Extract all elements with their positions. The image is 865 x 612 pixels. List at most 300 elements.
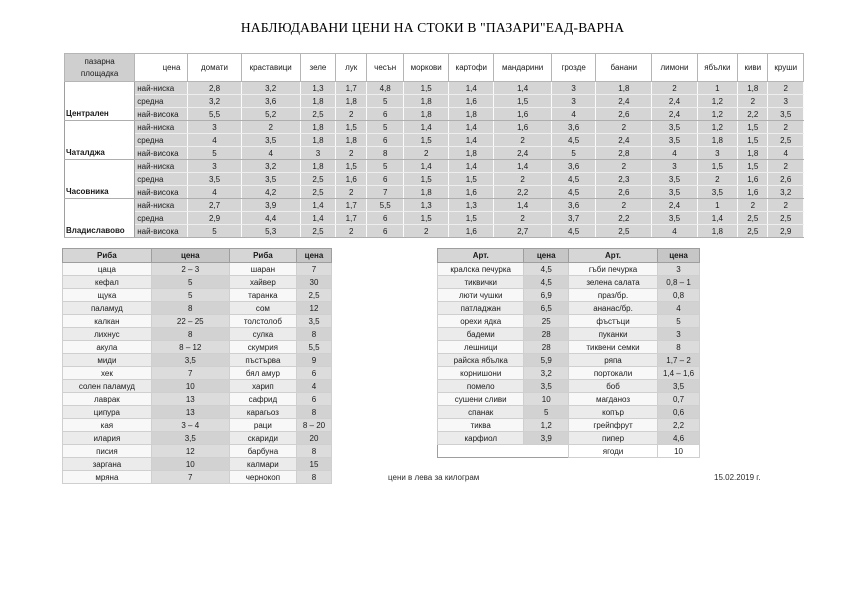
art-price-cell: 2,2 (658, 419, 700, 432)
fish-name-cell: скариди (229, 432, 296, 445)
price-cell: 2,6 (596, 186, 652, 199)
product-header: лимони (652, 54, 697, 82)
art-price-cell: 0,6 (658, 406, 700, 419)
price-cell: 2,5 (596, 225, 652, 238)
price-cell: 2,5 (300, 186, 335, 199)
fish-row (63, 432, 332, 445)
art-name-cell: райска ябълка (438, 354, 524, 367)
fish-price-cell: 20 (297, 432, 332, 445)
price-cell: 1,8 (596, 82, 652, 95)
price-cell: 1,3 (449, 199, 494, 212)
price-cell: 2,5 (738, 225, 768, 238)
price-cell: 2 (336, 225, 367, 238)
fish-price-cell: 3,5 (297, 315, 332, 328)
price-cell: 1,8 (336, 95, 367, 108)
fish-table (62, 248, 332, 484)
price-cell: 2,5 (300, 225, 335, 238)
price-cell: 4,5 (551, 225, 595, 238)
art-name-header: Арт. (568, 249, 657, 263)
fish-name-cell: писия (63, 445, 152, 458)
fish-name-cell: калмари (229, 458, 296, 471)
art-name-cell: гъби печурка (568, 263, 657, 276)
fish-name-cell: раци (229, 419, 296, 432)
fish-price-cell: 4 (297, 380, 332, 393)
price-cell: 2,5 (300, 173, 335, 186)
art-name-cell: спанак (438, 406, 524, 419)
market-name-cell (65, 212, 135, 225)
price-cell: 2,9 (188, 212, 241, 225)
price-cell: 1,8 (300, 134, 335, 147)
fish-price-cell: 7 (151, 471, 229, 484)
price-cell: 1,5 (738, 160, 768, 173)
art-row (438, 302, 700, 315)
fish-price-cell: 8 (151, 302, 229, 315)
price-level-cell: средна (135, 212, 188, 225)
price-cell: 2 (494, 173, 552, 186)
product-header: грозде (551, 54, 595, 82)
art-row (438, 289, 700, 302)
price-cell: 1,8 (697, 134, 738, 147)
fish-name-cell: лаврак (63, 393, 152, 406)
art-name-cell: тиквени семки (568, 341, 657, 354)
art-price-cell: 3,5 (658, 380, 700, 393)
fish-row (63, 367, 332, 380)
price-cell: 2,2 (738, 108, 768, 121)
fish-name-cell: цаца (63, 263, 152, 276)
price-cell: 3,6 (551, 199, 595, 212)
price-row (65, 121, 804, 134)
price-cell: 3 (768, 95, 804, 108)
price-cell: 2,5 (300, 108, 335, 121)
price-cell: 5 (188, 147, 241, 160)
fish-price-cell: 8 (297, 471, 332, 484)
fish-name-cell: скумрия (229, 341, 296, 354)
price-cell: 3 (697, 147, 738, 160)
fish-price-cell: 3 – 4 (151, 419, 229, 432)
price-cell: 1,8 (449, 147, 494, 160)
art-price-cell: 3 (658, 328, 700, 341)
price-cell: 1,4 (404, 121, 449, 134)
art-name-cell: грейпфрут (568, 419, 657, 432)
fish-price-cell: 10 (151, 380, 229, 393)
price-cell: 3,5 (697, 186, 738, 199)
price-cell: 3,5 (652, 121, 697, 134)
price-cell: 6 (367, 173, 404, 186)
fish-name-cell: солен паламуд (63, 380, 152, 393)
price-cell: 2 (596, 160, 652, 173)
fish-row (63, 419, 332, 432)
market-name-cell (65, 199, 135, 212)
price-cell: 7 (367, 186, 404, 199)
fish-price-cell: 8 (297, 328, 332, 341)
price-cell: 1,4 (300, 212, 335, 225)
price-cell: 4 (188, 186, 241, 199)
art-price-cell: 1,2 (524, 419, 569, 432)
price-row (65, 212, 804, 225)
art-price-cell: 25 (524, 315, 569, 328)
price-cell: 1,4 (494, 82, 552, 95)
market-name-cell (65, 95, 135, 108)
art-name-cell: кралска печурка (438, 263, 524, 276)
fish-price-cell: 7 (297, 263, 332, 276)
fish-name-cell: толстолоб (229, 315, 296, 328)
fish-name-cell: калкан (63, 315, 152, 328)
fish-name-cell: сом (229, 302, 296, 315)
fish-price-cell: 22 – 25 (151, 315, 229, 328)
price-cell: 1,8 (738, 82, 768, 95)
price-cell: 1,4 (697, 212, 738, 225)
price-row (65, 134, 804, 147)
price-cell: 1,8 (697, 225, 738, 238)
price-cell: 2,5 (768, 134, 804, 147)
price-cell: 5,5 (367, 199, 404, 212)
price-cell: 2,4 (596, 95, 652, 108)
price-cell: 5 (188, 225, 241, 238)
price-cell: 1,6 (449, 225, 494, 238)
art-name-cell: пипер (568, 432, 657, 445)
price-cell: 1,4 (449, 82, 494, 95)
price-cell: 2 (596, 121, 652, 134)
price-cell: 2,3 (596, 173, 652, 186)
price-cell: 1,5 (494, 95, 552, 108)
price-level-cell: средна (135, 95, 188, 108)
art-price-cell: 0,7 (658, 393, 700, 406)
fish-row (63, 302, 332, 315)
art-price-cell: 28 (524, 328, 569, 341)
fish-price-cell: 7 (151, 367, 229, 380)
fish-name-cell: хек (63, 367, 152, 380)
fish-name-cell: хайвер (229, 276, 296, 289)
price-cell: 4,2 (241, 186, 300, 199)
report-date: 15.02.2019 г. (714, 473, 761, 482)
art-name-cell: ряпа (568, 354, 657, 367)
price-cell: 2 (336, 186, 367, 199)
price-cell: 2,8 (596, 147, 652, 160)
price-cell: 2 (738, 95, 768, 108)
fish-price-cell: 13 (151, 393, 229, 406)
price-cell: 1,6 (494, 121, 552, 134)
price-cell: 3,5 (241, 134, 300, 147)
art-name-cell: копър (568, 406, 657, 419)
price-cell: 1,6 (336, 173, 367, 186)
price-cell: 1,7 (336, 212, 367, 225)
price-cell: 1,8 (300, 160, 335, 173)
fish-row (63, 341, 332, 354)
price-cell: 2,9 (768, 225, 804, 238)
art-name-cell: орехи ядка (438, 315, 524, 328)
fish-name-cell: илария (63, 432, 152, 445)
fish-price-header: цена (297, 249, 332, 263)
fish-name-cell: кефал (63, 276, 152, 289)
price-level-cell: най-ниска (135, 160, 188, 173)
price-cell: 3,6 (241, 95, 300, 108)
art-price-cell: 4,6 (658, 432, 700, 445)
fish-price-cell: 15 (297, 458, 332, 471)
art-price-cell: 4,5 (524, 276, 569, 289)
fish-price-cell: 5,5 (297, 341, 332, 354)
fish-price-cell: 13 (151, 406, 229, 419)
market-name-cell (65, 121, 135, 134)
price-cell: 5,2 (241, 108, 300, 121)
price-level-cell: средна (135, 173, 188, 186)
price-cell: 2 (768, 199, 804, 212)
price-cell: 1,5 (449, 173, 494, 186)
fish-row (63, 276, 332, 289)
art-row (438, 276, 700, 289)
product-header: мандарини (494, 54, 552, 82)
price-cell: 2,8 (188, 82, 241, 95)
price-cell: 2,5 (768, 212, 804, 225)
fish-row (63, 393, 332, 406)
product-header: зеле (300, 54, 335, 82)
price-cell: 2,2 (494, 186, 552, 199)
price-cell: 4 (241, 147, 300, 160)
price-cell: 5 (551, 147, 595, 160)
price-cell: 2,4 (652, 199, 697, 212)
price-cell: 2 (738, 199, 768, 212)
art-name-cell: люти чушки (438, 289, 524, 302)
price-level-cell: най-висока (135, 147, 188, 160)
price-cell: 1,8 (300, 95, 335, 108)
fish-price-header: цена (151, 249, 229, 263)
price-row (65, 186, 804, 199)
price-cell: 3,2 (241, 82, 300, 95)
market-name-cell: Часовника (65, 186, 135, 199)
fish-price-cell: 3,5 (151, 432, 229, 445)
fish-name-cell: акула (63, 341, 152, 354)
price-cell: 5,3 (241, 225, 300, 238)
price-cell: 4 (188, 134, 241, 147)
price-cell: 5 (367, 95, 404, 108)
price-cell: 2,2 (596, 212, 652, 225)
prices-table (64, 53, 804, 238)
fish-name-header: Риба (229, 249, 296, 263)
art-price-cell: 1,4 – 1,6 (658, 367, 700, 380)
price-cell: 3,5 (241, 173, 300, 186)
art-name-cell: лешници (438, 341, 524, 354)
fish-name-cell: харип (229, 380, 296, 393)
main-header-row (65, 54, 804, 82)
art-name-cell: корнишони (438, 367, 524, 380)
price-cell: 1,2 (697, 95, 738, 108)
price-cell: 2,4 (652, 95, 697, 108)
art-name-cell: карфиол (438, 432, 524, 445)
art-name-cell: боб (568, 380, 657, 393)
price-cell: 3,5 (652, 212, 697, 225)
art-price-cell: 5 (524, 406, 569, 419)
fish-price-cell: 6 (297, 393, 332, 406)
price-cell: 3,5 (652, 134, 697, 147)
market-name-cell: Централен (65, 108, 135, 121)
price-row (65, 199, 804, 212)
price-cell: 1,3 (300, 82, 335, 95)
price-cell: 1,6 (449, 95, 494, 108)
art-name-cell: тиквички (438, 276, 524, 289)
price-cell: 3,2 (188, 95, 241, 108)
price-cell: 4,8 (367, 82, 404, 95)
price-cell: 1,4 (494, 160, 552, 173)
market-name-cell (65, 160, 135, 173)
price-cell: 3,5 (768, 108, 804, 121)
art-name-header: Арт. (438, 249, 524, 263)
art-name-cell: зелена салата (568, 276, 657, 289)
art-price-cell: 1,7 – 2 (658, 354, 700, 367)
price-cell: 2 (336, 108, 367, 121)
fish-row (63, 471, 332, 484)
fish-name-cell: бял амур (229, 367, 296, 380)
art-name-cell: бадеми (438, 328, 524, 341)
price-level-cell: най-висока (135, 186, 188, 199)
price-cell: 1,4 (404, 160, 449, 173)
art-row (438, 341, 700, 354)
art-name-cell: помело (438, 380, 524, 393)
product-header: картофи (449, 54, 494, 82)
price-cell: 3 (551, 95, 595, 108)
price-cell: 1,4 (300, 199, 335, 212)
fish-name-cell: кая (63, 419, 152, 432)
price-cell: 4 (768, 147, 804, 160)
art-price-cell: 0,8 (658, 289, 700, 302)
price-level-cell: най-ниска (135, 199, 188, 212)
fish-price-cell: 5 (151, 289, 229, 302)
price-cell: 5 (367, 121, 404, 134)
price-cell: 1 (697, 199, 738, 212)
price-cell: 1,5 (449, 212, 494, 225)
market-name-cell: Чаталджа (65, 147, 135, 160)
price-cell: 1 (697, 82, 738, 95)
price-level-cell: най-ниска (135, 82, 188, 95)
art-price-cell: 10 (524, 393, 569, 406)
art-price-cell: 4,5 (524, 263, 569, 276)
price-level-cell: най-висока (135, 225, 188, 238)
art-name-cell: фъстъци (568, 315, 657, 328)
art-row (438, 367, 700, 380)
price-cell: 4 (652, 225, 697, 238)
fish-name-cell: сулка (229, 328, 296, 341)
fish-row (63, 380, 332, 393)
price-cell: 1,7 (336, 199, 367, 212)
market-area-header-line: пазарна (84, 56, 115, 66)
art-price-cell: 4 (658, 302, 700, 315)
art-table (437, 248, 700, 458)
price-cell: 6 (367, 225, 404, 238)
fish-name-cell: паламуд (63, 302, 152, 315)
price-cell: 2,6 (596, 108, 652, 121)
price-cell: 1,4 (449, 134, 494, 147)
price-row (65, 82, 804, 95)
price-cell: 1,5 (336, 121, 367, 134)
price-cell: 3,5 (652, 173, 697, 186)
fish-name-header: Риба (63, 249, 152, 263)
art-row (438, 263, 700, 276)
price-cell: 2 (241, 121, 300, 134)
price-column-header: цена (135, 54, 188, 82)
price-cell: 2 (768, 82, 804, 95)
art-name-cell: портокали (568, 367, 657, 380)
price-row (65, 95, 804, 108)
price-cell: 3 (300, 147, 335, 160)
price-cell: 6 (367, 134, 404, 147)
art-price-cell: 5,9 (524, 354, 569, 367)
fish-row (63, 315, 332, 328)
market-name-cell (65, 134, 135, 147)
product-header: киви (738, 54, 768, 82)
price-cell: 2 (652, 82, 697, 95)
art-price-cell: 3,2 (524, 367, 569, 380)
fish-price-cell: 3,5 (151, 354, 229, 367)
market-area-header-line: площадка (80, 68, 119, 78)
price-cell: 2,5 (738, 212, 768, 225)
price-cell: 4,5 (551, 173, 595, 186)
fish-name-cell: лихнус (63, 328, 152, 341)
price-cell: 2 (494, 134, 552, 147)
price-cell: 2 (768, 160, 804, 173)
product-header: лук (336, 54, 367, 82)
fish-name-cell: сафрид (229, 393, 296, 406)
fish-row (63, 289, 332, 302)
price-cell: 1,8 (738, 147, 768, 160)
price-cell: 1,3 (404, 199, 449, 212)
fish-price-cell: 10 (151, 458, 229, 471)
art-price-header: цена (524, 249, 569, 263)
fish-name-cell: шаран (229, 263, 296, 276)
price-row (65, 160, 804, 173)
price-cell: 1,5 (404, 82, 449, 95)
price-cell: 3,6 (551, 160, 595, 173)
price-cell: 1,2 (697, 121, 738, 134)
price-cell: 1,5 (738, 134, 768, 147)
art-blank-cell (438, 445, 569, 458)
price-row (65, 108, 804, 121)
price-cell: 2,4 (494, 147, 552, 160)
art-name-cell: праз/бр. (568, 289, 657, 302)
fish-price-cell: 6 (297, 367, 332, 380)
art-price-cell: 3,9 (524, 432, 569, 445)
price-cell: 1,5 (336, 160, 367, 173)
art-row (438, 354, 700, 367)
fish-row (63, 263, 332, 276)
price-cell: 1,4 (449, 121, 494, 134)
price-cell: 2 (494, 212, 552, 225)
art-row (438, 328, 700, 341)
fish-name-cell: таранка (229, 289, 296, 302)
price-row (65, 147, 804, 160)
price-cell: 3,7 (551, 212, 595, 225)
price-cell: 2,4 (596, 134, 652, 147)
fish-name-cell: мряна (63, 471, 152, 484)
price-cell: 1,8 (300, 121, 335, 134)
product-header: банани (596, 54, 652, 82)
price-cell: 4,5 (551, 134, 595, 147)
price-cell: 3,2 (241, 160, 300, 173)
unit-note: цени в лева за килограм (388, 473, 480, 482)
price-cell: 2,4 (652, 108, 697, 121)
price-cell: 1,7 (336, 82, 367, 95)
fish-price-cell: 12 (151, 445, 229, 458)
fish-name-cell: щука (63, 289, 152, 302)
price-cell: 4,4 (241, 212, 300, 225)
fish-price-cell: 9 (297, 354, 332, 367)
fish-name-cell: чернокоп (229, 471, 296, 484)
fish-row (63, 354, 332, 367)
fish-price-cell: 5 (151, 276, 229, 289)
price-cell: 1,5 (738, 121, 768, 134)
product-header: домати (188, 54, 241, 82)
price-cell: 3,5 (188, 173, 241, 186)
fish-price-cell: 30 (297, 276, 332, 289)
art-name-cell: тиква (438, 419, 524, 432)
price-cell: 1,2 (697, 108, 738, 121)
